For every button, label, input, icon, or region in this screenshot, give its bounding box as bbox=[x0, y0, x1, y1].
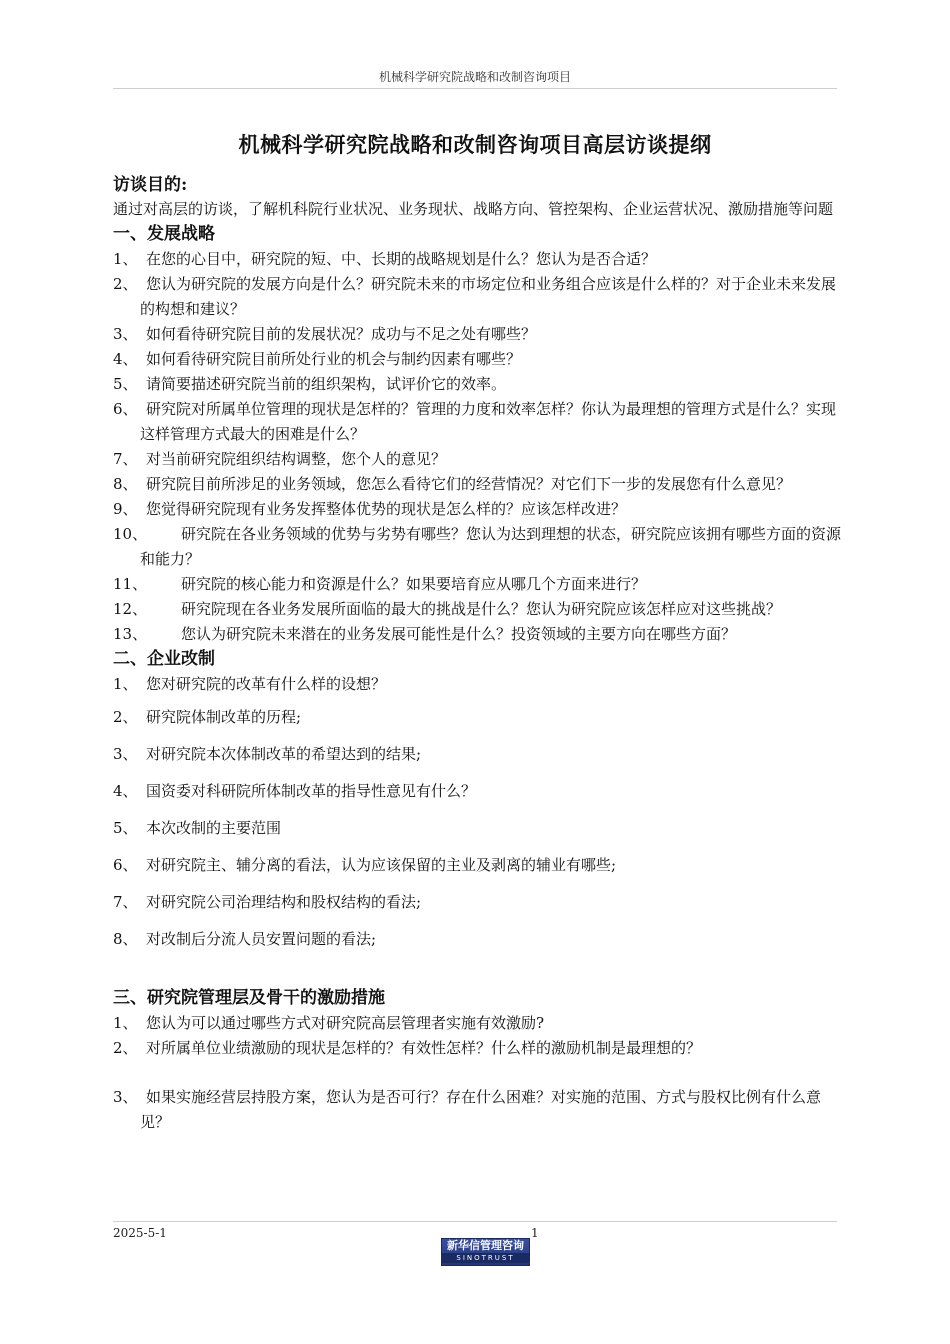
item-number: 7、 bbox=[113, 893, 138, 911]
item-text: 本次改制的主要范围 bbox=[146, 819, 282, 837]
company-logo bbox=[441, 1238, 530, 1266]
list-item bbox=[113, 816, 843, 841]
item-text: 国资委对科研院所体制改革的指导性意见有什么？ bbox=[146, 782, 477, 800]
item-text: 对当前研究院组织结构调整，您个人的意见？ bbox=[146, 450, 447, 468]
list-item bbox=[113, 247, 843, 272]
item-number: 4、 bbox=[113, 350, 138, 368]
item-text: 研究院现在各业务发展所面临的最大的挑战是什么？您认为研究院应该怎样应对这些挑战？ bbox=[181, 600, 782, 618]
list-item bbox=[113, 1011, 843, 1036]
header-divider bbox=[113, 88, 837, 89]
page-header: 机械科学研究院战略和改制咨询项目 bbox=[378, 70, 571, 84]
item-number: 12、 bbox=[113, 600, 148, 618]
item-text: 研究院在各业务领域的优势与劣势有哪些？您认为达到理想的状态，研究院应该拥有哪些方面的资源和能力？ bbox=[140, 525, 842, 568]
item-number: 1、 bbox=[113, 250, 138, 268]
item-text: 研究院对所属单位管理的现状是怎样的？管理的力度和效率怎样？你认为最理想的管理方式是什么？实现这样管理方式最大的困难是什么？ bbox=[140, 400, 837, 443]
list-item bbox=[113, 705, 843, 730]
item-number: 2、 bbox=[113, 708, 138, 726]
item-text: 研究院体制改革的历程; bbox=[146, 708, 302, 726]
list-item bbox=[113, 597, 843, 622]
document-title: 机械科学研究院战略和改制咨询项目高层访谈提纲 bbox=[238, 132, 712, 157]
section-heading-restructuring: 二、企业改制 bbox=[113, 649, 215, 669]
item-text: 对研究院公司治理结构和股权结构的看法; bbox=[146, 893, 422, 911]
list-item bbox=[113, 927, 843, 952]
item-number: 8、 bbox=[113, 930, 138, 948]
item-number: 13、 bbox=[113, 625, 148, 643]
item-number: 3、 bbox=[113, 325, 138, 343]
list-item bbox=[113, 853, 843, 878]
list-item bbox=[113, 372, 843, 397]
item-text: 研究院目前所涉足的业务领域，您怎么看待它们的经营情况？对它们下一步的发展您有什么意见？ bbox=[146, 475, 792, 493]
item-text: 研究院的核心能力和资源是什么？如果要培育应从哪几个方面来进行？ bbox=[181, 575, 647, 593]
section-heading-incentives: 三、研究院管理层及骨干的激励措施 bbox=[113, 988, 385, 1008]
list-item bbox=[113, 447, 843, 472]
list-item bbox=[113, 522, 843, 572]
list-item bbox=[113, 472, 843, 497]
item-number: 2、 bbox=[113, 1039, 138, 1057]
list-item bbox=[113, 1085, 843, 1135]
item-number: 9、 bbox=[113, 500, 138, 518]
item-number: 5、 bbox=[113, 819, 138, 837]
item-text: 您对研究院的改革有什么样的设想？ bbox=[146, 675, 387, 693]
item-number: 1、 bbox=[113, 1014, 138, 1032]
list-item bbox=[113, 497, 843, 522]
logo-english-text: SINOTRUST bbox=[442, 1253, 529, 1263]
list-item bbox=[113, 672, 843, 697]
item-number: 2、 bbox=[113, 275, 138, 293]
purpose-heading: 访谈目的: bbox=[113, 175, 188, 195]
item-text: 对研究院本次体制改革的希望达到的结果; bbox=[146, 745, 422, 763]
item-text: 对所属单位业绩激励的现状是怎样的？有效性怎样？什么样的激励机制是最理想的？ bbox=[146, 1039, 702, 1057]
list-item bbox=[113, 622, 843, 647]
item-number: 3、 bbox=[113, 1088, 138, 1106]
item-text: 如何看待研究院目前所处行业的机会与制约因素有哪些？ bbox=[146, 350, 522, 368]
item-number: 7、 bbox=[113, 450, 138, 468]
purpose-text: 通过对高层的访谈，了解机科院行业状况、业务现状、战略方向、管控架构、企业运营状况、激励措施等问题 bbox=[113, 200, 834, 218]
item-text: 您认为研究院未来潜在的业务发展可能性是什么？投资领域的主要方向在哪些方面？ bbox=[181, 625, 737, 643]
item-number: 5、 bbox=[113, 375, 138, 393]
list-item bbox=[113, 1036, 843, 1061]
section-heading-strategy: 一、发展战略 bbox=[113, 224, 215, 244]
list-item bbox=[113, 779, 843, 804]
page-number: 1 bbox=[531, 1226, 539, 1240]
item-number: 1、 bbox=[113, 675, 138, 693]
item-text: 您认为可以通过哪些方式对研究院高层管理者实施有效激励? bbox=[146, 1014, 545, 1032]
list-item bbox=[113, 572, 843, 597]
item-number: 10、 bbox=[113, 525, 148, 543]
list-item bbox=[113, 890, 843, 915]
item-text: 在您的心目中，研究院的短、中、长期的战略规划是什么？您认为是否合适？ bbox=[146, 250, 657, 268]
item-text: 请简要描述研究院当前的组织架构，试评价它的效率。 bbox=[146, 375, 507, 393]
item-number: 4、 bbox=[113, 782, 138, 800]
item-number: 11、 bbox=[113, 575, 148, 593]
item-text: 您认为研究院的发展方向是什么？研究院未来的市场定位和业务组合应该是什么样的？对于企业未来发展的构想和建议？ bbox=[140, 275, 837, 318]
list-item bbox=[113, 742, 843, 767]
item-number: 8、 bbox=[113, 475, 138, 493]
item-number: 6、 bbox=[113, 856, 138, 874]
item-text: 对研究院主、辅分离的看法，认为应该保留的主业及剥离的辅业有哪些; bbox=[146, 856, 617, 874]
item-text: 您觉得研究院现有业务发挥整体优势的现状是怎么样的？应该怎样改进？ bbox=[146, 500, 627, 518]
list-item bbox=[113, 397, 843, 447]
list-item bbox=[113, 322, 843, 347]
footer-date: 2025-5-1 bbox=[113, 1226, 167, 1240]
item-number: 6、 bbox=[113, 400, 138, 418]
logo-chinese-text: 新华信管理咨询 bbox=[447, 1239, 524, 1252]
item-text: 如果实施经营层持股方案，您认为是否可行？存在什么困难？对实施的范围、方式与股权比例有什么意见？ bbox=[140, 1088, 822, 1131]
list-item bbox=[113, 272, 843, 322]
item-number: 3、 bbox=[113, 745, 138, 763]
item-text: 如何看待研究院目前的发展状况？成功与不足之处有哪些？ bbox=[146, 325, 537, 343]
item-text: 对改制后分流人员安置问题的看法; bbox=[146, 930, 377, 948]
document-body bbox=[113, 173, 843, 1135]
list-item bbox=[113, 347, 843, 372]
footer-divider bbox=[113, 1221, 837, 1222]
